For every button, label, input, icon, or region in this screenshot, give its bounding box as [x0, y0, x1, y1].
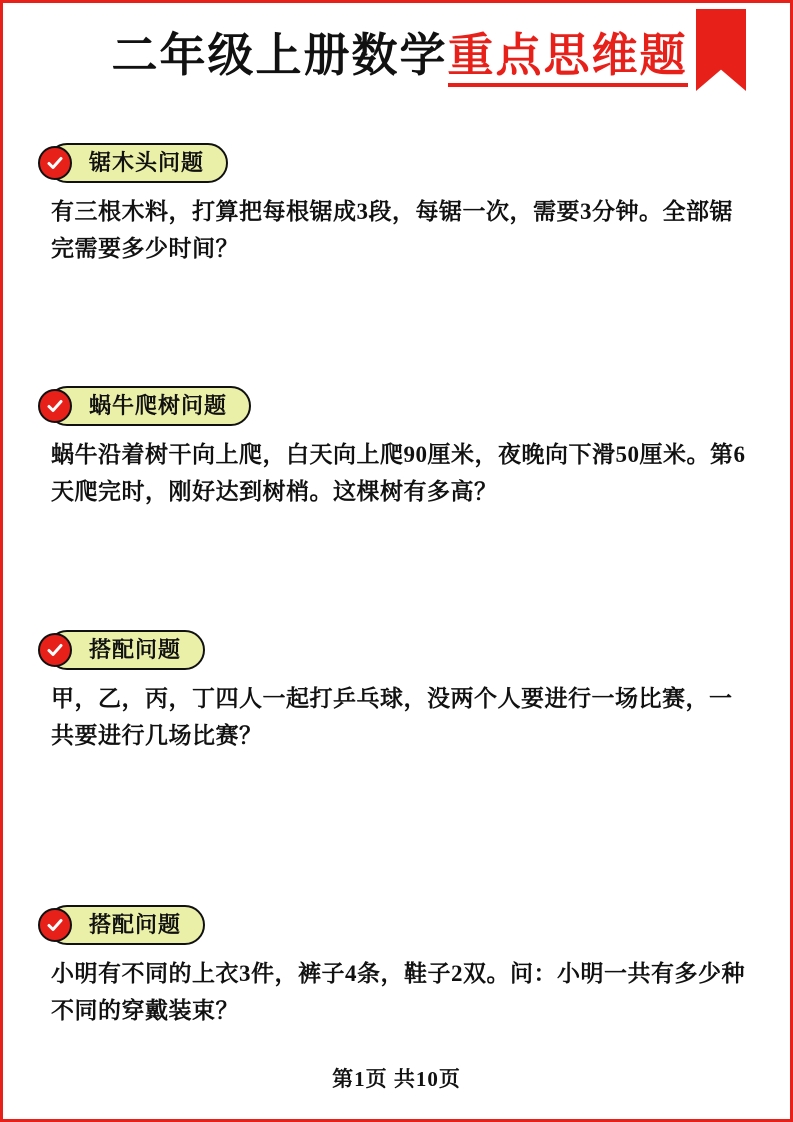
page-footer: 第1页 共10页: [332, 1067, 461, 1091]
question-tag-3: [47, 630, 205, 670]
question-text-2: 蜗牛沿着树干向上爬，白天向上爬90厘米，夜晚向下滑50厘米。第6天爬完时，刚好达到树梢。这棵树有多高？: [51, 441, 746, 504]
question-tag-label-3: 搭配问题: [89, 637, 182, 662]
page-header: [3, 31, 790, 113]
question-tag-row-4: [47, 905, 746, 945]
questions-list: [3, 143, 790, 1029]
question-tag-label-2: 蜗牛爬树问题: [89, 392, 228, 418]
question-section-4: [47, 905, 746, 1030]
page-title-accent: 重点思维题: [448, 30, 688, 87]
question-section-2: [47, 386, 746, 511]
check-circle-icon: [38, 146, 72, 180]
check-circle-icon: [38, 908, 72, 942]
question-text-1: 有三根木料，打算把每根锯成3段，每锯一次，需要3分钟。全部锯完需要多少时间？: [51, 199, 733, 262]
question-tag-4: [47, 905, 205, 945]
question-text-3: 甲，乙，丙，丁四人一起打乒乓球，没两个人要进行一场比赛，一共要进行几场比赛？: [51, 686, 733, 749]
question-tag-row-1: [47, 143, 746, 183]
check-circle-icon: [38, 633, 72, 667]
question-tag-1: [47, 143, 228, 183]
question-section-3: [47, 630, 746, 755]
question-text-4: 小明有不同的上衣3件，裤子4条，鞋子2双。问：小明一共有多少种不同的穿戴装束？: [51, 960, 745, 1023]
question-tag-2: [47, 386, 251, 426]
check-circle-icon: [38, 389, 72, 423]
question-tag-row-2: [47, 386, 746, 426]
question-tag-label-1: 锯木头问题: [89, 150, 205, 175]
question-tag-label-4: 搭配问题: [89, 911, 182, 937]
page-title: [3, 31, 790, 82]
page-title-plain: 二年级上册数学: [111, 30, 448, 81]
question-tag-row-3: [47, 630, 746, 670]
question-section-1: [47, 143, 746, 268]
